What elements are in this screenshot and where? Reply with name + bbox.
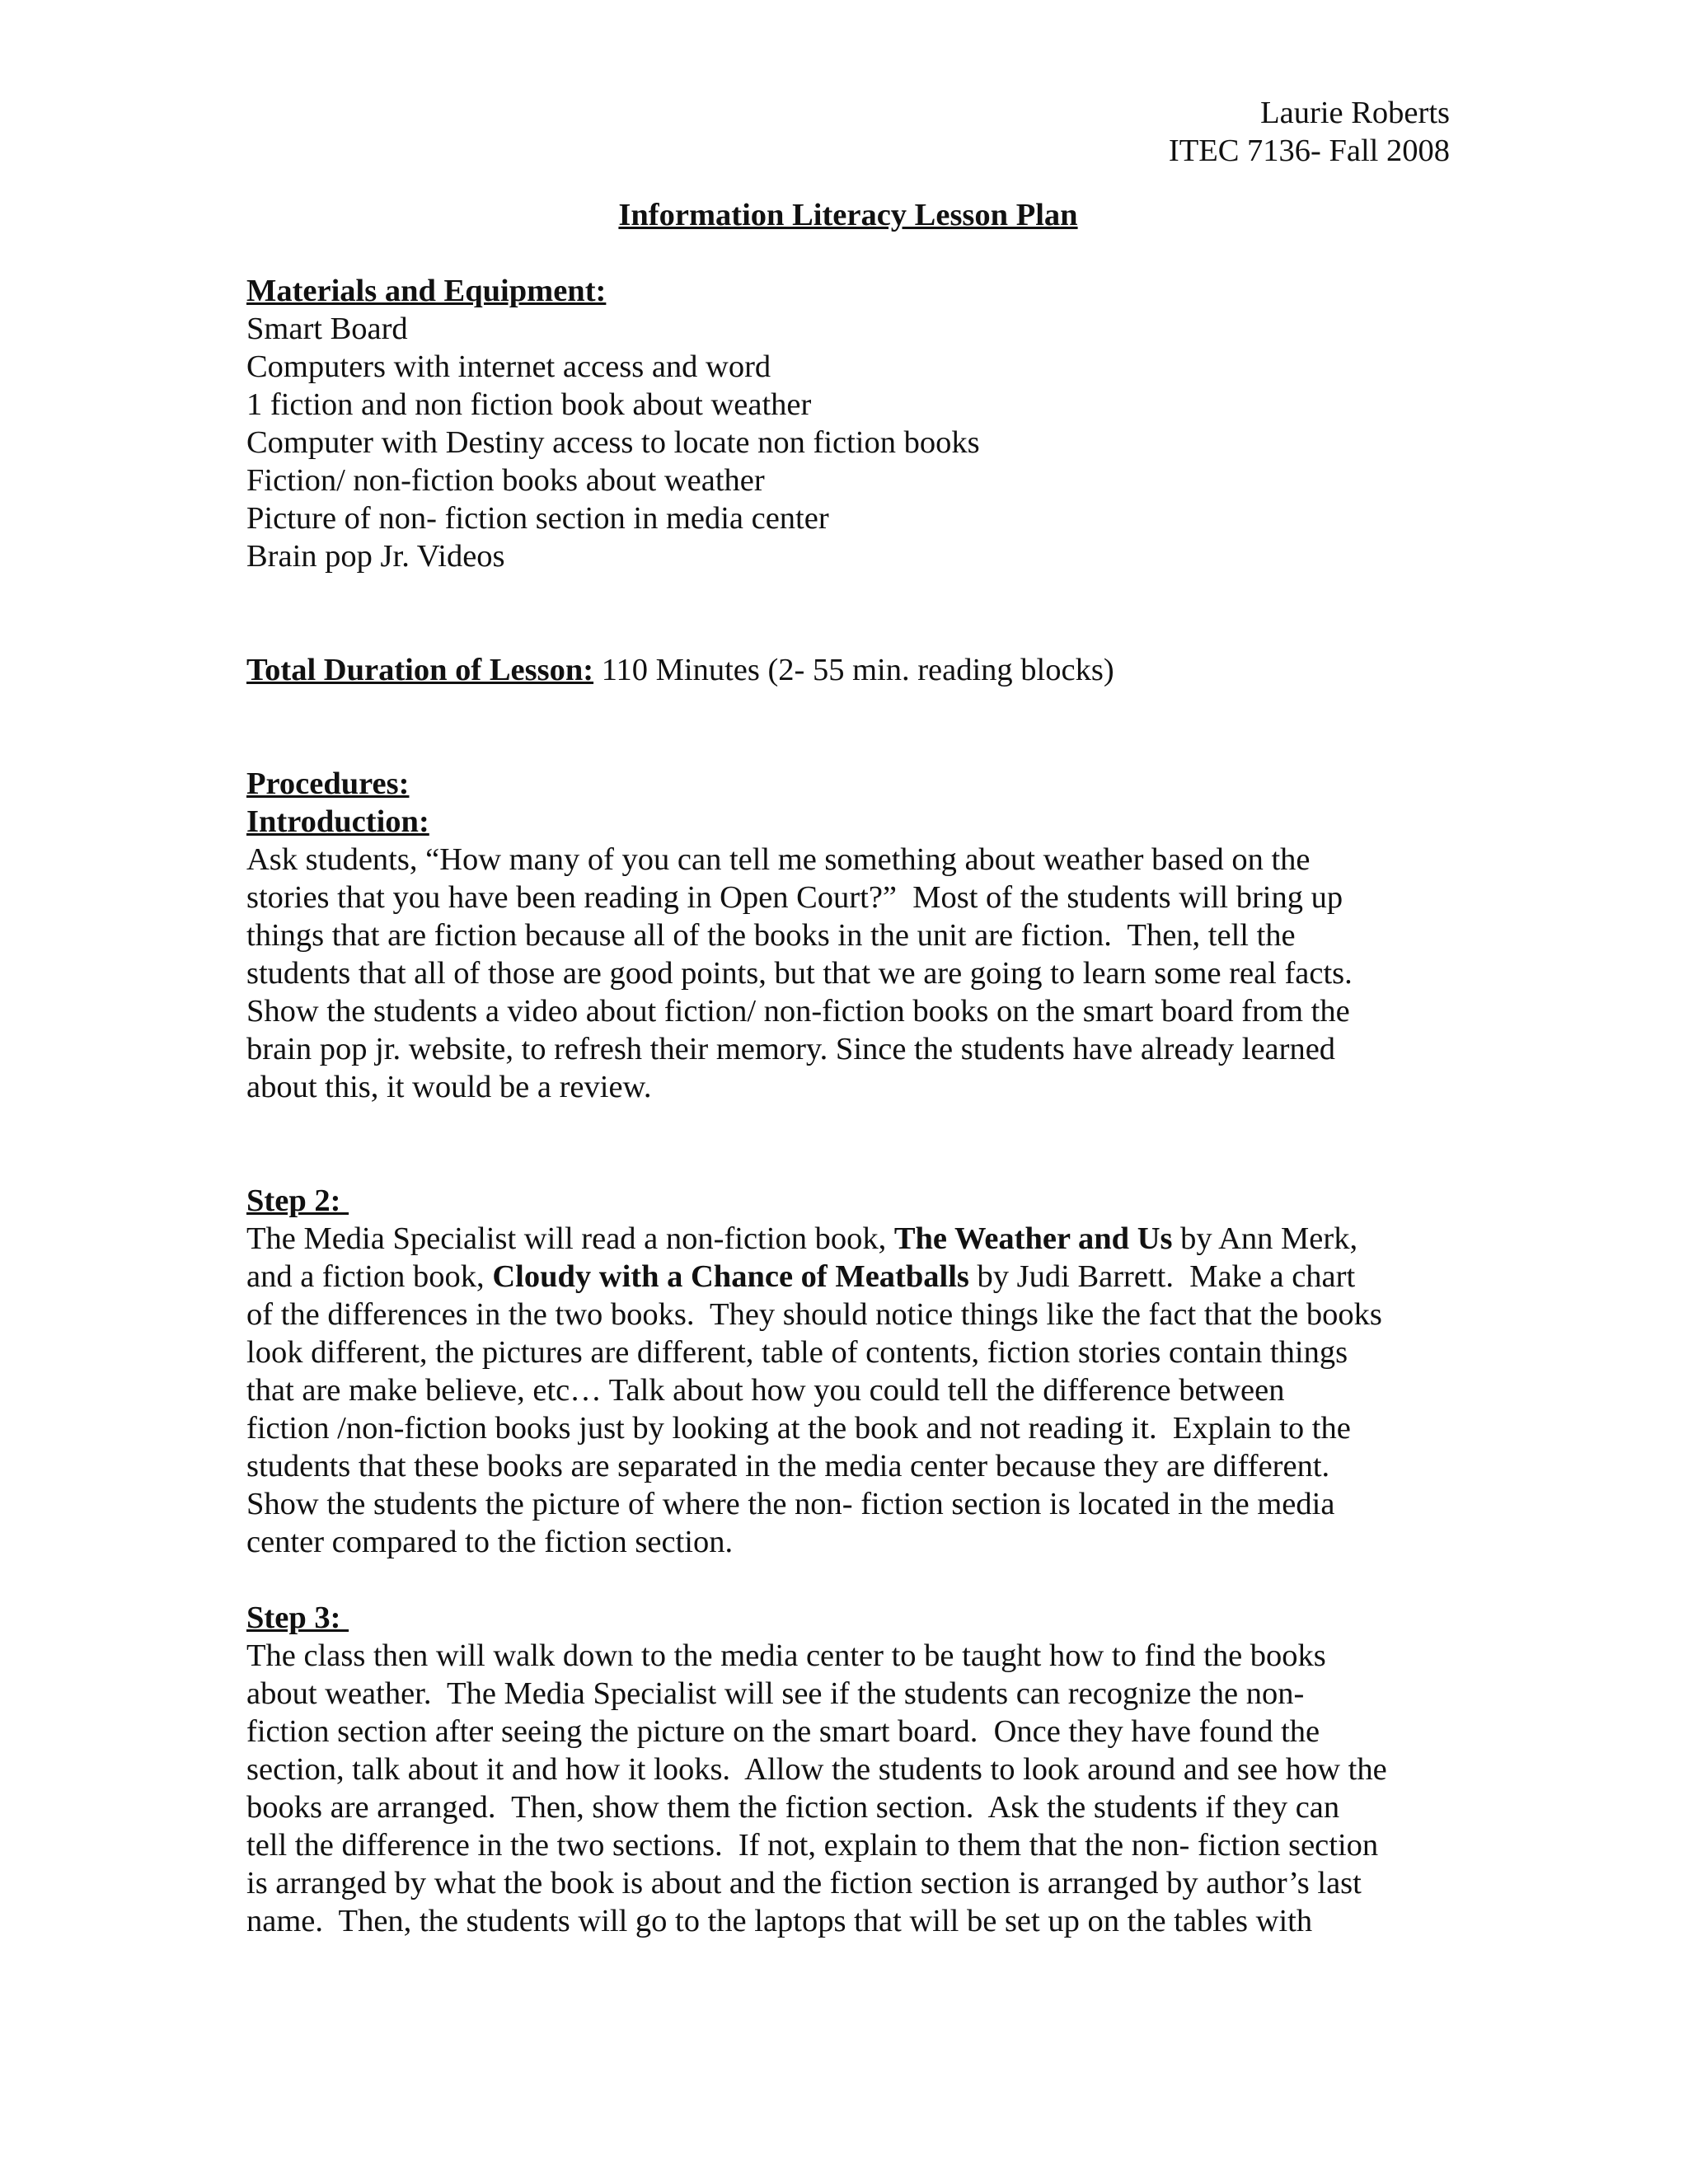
materials-item: Brain pop Jr. Videos bbox=[246, 539, 505, 574]
procedures-heading: Procedures: bbox=[246, 766, 410, 801]
duration-value: 110 Minutes (2- 55 min. reading blocks) bbox=[593, 653, 1114, 687]
book-title-weather-and-us: The Weather and Us bbox=[893, 1221, 1173, 1256]
paragraph-line: brain pop jr. website, to refresh their memory. Since the students have already learned bbox=[246, 1032, 1336, 1066]
author-name: Laurie Roberts bbox=[1260, 96, 1450, 130]
paragraph-line: books are arranged. Then, show them the fiction section. Ask the students if they can bbox=[246, 1790, 1340, 1825]
step2-section bbox=[246, 1182, 1450, 1561]
materials-item: Computers with internet access and word bbox=[246, 349, 771, 384]
step2-line2-pre: and a fiction book, bbox=[246, 1259, 493, 1294]
step3-paragraph bbox=[246, 1637, 1450, 1940]
duration-label: Total Duration of Lesson: bbox=[246, 653, 594, 687]
materials-item: Picture of non- fiction section in media center bbox=[246, 501, 829, 536]
introduction-heading: Introduction: bbox=[246, 804, 429, 839]
paragraph-line: is arranged by what the book is about and the fiction section is arranged by author’s last bbox=[246, 1866, 1362, 1900]
materials-item: Smart Board bbox=[246, 312, 408, 346]
paragraph-line: of the differences in the two books. They should notice things like the fact that the books bbox=[246, 1297, 1382, 1332]
paragraph-line: The class then will walk down to the media center to be taught how to find the books bbox=[246, 1638, 1326, 1673]
materials-item: Computer with Destiny access to locate non fiction books bbox=[246, 425, 980, 460]
step2-paragraph bbox=[246, 1220, 1450, 1561]
paragraph-line: Show the students the picture of where the non- fiction section is located in the media bbox=[246, 1487, 1335, 1521]
paragraph-line: that are make believe, etc… Talk about how you could tell the difference between bbox=[246, 1373, 1285, 1408]
paragraph-line: things that are fiction because all of the books in the unit are fiction. Then, tell the bbox=[246, 918, 1296, 953]
paragraph-line: students that these books are separated in the media center because they are different. bbox=[246, 1449, 1330, 1483]
paragraph-line: tell the difference in the two sections. If not, explain to them that the non- fiction section bbox=[246, 1828, 1379, 1863]
paragraph-line: Show the students a video about fiction/ non-fiction books on the smart board from the bbox=[246, 994, 1350, 1029]
paragraph-line: about weather. The Media Specialist will see if the students can recognize the non- bbox=[246, 1676, 1305, 1711]
materials-list bbox=[246, 310, 1450, 575]
paragraph-line: section, talk about it and how it looks. Allow the students to look around and see how the bbox=[246, 1752, 1387, 1787]
course-info: ITEC 7136- Fall 2008 bbox=[1168, 134, 1450, 168]
paragraph-line: stories that you have been reading in Open Court?” Most of the students will bring up bbox=[246, 880, 1343, 915]
step2-heading: Step 2: bbox=[246, 1183, 349, 1218]
paragraph-line: name. Then, the students will go to the laptops that will be set up on the tables with bbox=[246, 1904, 1313, 1938]
document-title: Information Literacy Lesson Plan bbox=[618, 198, 1078, 232]
paragraph-line: Ask students, “How many of you can tell me something about weather based on the bbox=[246, 842, 1311, 877]
step2-line1-pre: The Media Specialist will read a non-fiction book, bbox=[246, 1221, 894, 1256]
document-content bbox=[246, 94, 1450, 1940]
paragraph-line bbox=[246, 1258, 1450, 1296]
book-title-cloudy-meatballs: Cloudy with a Chance of Meatballs bbox=[492, 1259, 969, 1294]
paragraph-line bbox=[246, 1220, 1450, 1258]
header-block bbox=[246, 94, 1450, 170]
step2-line1-post: by Ann Merk, bbox=[1172, 1221, 1358, 1256]
duration-line bbox=[246, 651, 1450, 689]
step3-section bbox=[246, 1599, 1450, 1940]
paragraph-line: look different, the pictures are different, table of contents, fiction stories contain things bbox=[246, 1335, 1348, 1370]
procedures-section bbox=[246, 765, 1450, 1106]
materials-item: 1 fiction and non fiction book about weather bbox=[246, 387, 812, 422]
paragraph-line: fiction section after seeing the picture on the smart board. Once they have found the bbox=[246, 1714, 1320, 1749]
paragraph-line: center compared to the fiction section. bbox=[246, 1525, 734, 1559]
materials-item: Fiction/ non-fiction books about weather bbox=[246, 463, 765, 498]
paragraph-line: about this, it would be a review. bbox=[246, 1070, 652, 1104]
step2-line2-post: by Judi Barrett. Make a chart bbox=[968, 1259, 1356, 1294]
materials-heading: Materials and Equipment: bbox=[246, 274, 607, 308]
paragraph-line: fiction /non-fiction books just by looking at the book and not reading it. Explain to the bbox=[246, 1411, 1351, 1446]
paragraph-line: students that all of those are good points, but that we are going to learn some real facts. bbox=[246, 956, 1353, 991]
introduction-paragraph bbox=[246, 841, 1450, 1106]
step3-heading: Step 3: bbox=[246, 1601, 349, 1635]
